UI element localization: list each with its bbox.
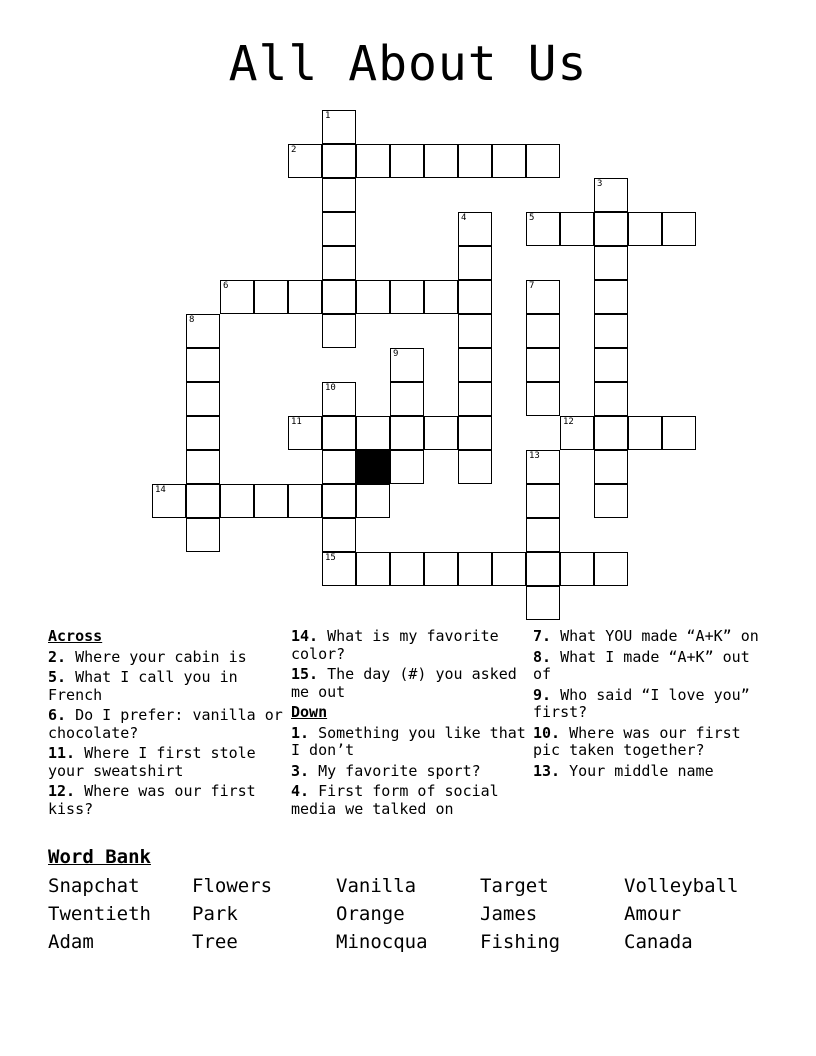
crossword-cell[interactable]	[356, 416, 390, 450]
crossword-cell[interactable]	[322, 246, 356, 280]
word-bank-word: Park	[192, 903, 238, 925]
crossword-cell[interactable]	[186, 416, 220, 450]
crossword-cell[interactable]	[152, 484, 186, 518]
clue-number: 8	[189, 315, 195, 325]
clue-number: 11	[291, 417, 302, 427]
crossword-cell[interactable]	[390, 348, 424, 382]
crossword-cell[interactable]	[526, 518, 560, 552]
crossword-cell[interactable]	[322, 280, 356, 314]
crossword-cell[interactable]	[322, 178, 356, 212]
crossword-cell[interactable]	[458, 280, 492, 314]
clue-down-10: 10. Where was our first pic taken together?	[533, 723, 741, 759]
crossword-cell[interactable]	[594, 348, 628, 382]
crossword-cell[interactable]	[186, 484, 220, 518]
word-bank-word: Fishing	[480, 931, 561, 953]
crossword-cell[interactable]	[458, 416, 492, 450]
clue-number: 5	[529, 213, 535, 223]
clues-column-3	[533, 628, 763, 783]
word-bank-word: Snapchat	[48, 875, 140, 897]
word-bank-word: Amour	[624, 903, 682, 925]
word-bank-word: Tree	[192, 931, 238, 953]
crossword-cell[interactable]	[390, 280, 424, 314]
word-bank-word: Orange	[336, 903, 405, 925]
word-bank-word: Minocqua	[336, 931, 428, 953]
crossword-cell[interactable]	[594, 246, 628, 280]
clue-number: 2	[291, 145, 297, 155]
crossword-cell[interactable]	[526, 382, 560, 416]
crossword-cell[interactable]	[322, 416, 356, 450]
crossword-cell[interactable]	[628, 212, 662, 246]
clue-number: 3	[597, 179, 603, 189]
clue-down-8: 8. What I made “A+K” out of	[533, 647, 750, 683]
word-bank-word: Volleyball	[624, 875, 739, 897]
crossword-cell[interactable]	[390, 144, 424, 178]
crossword-cell[interactable]	[526, 348, 560, 382]
crossword-cell[interactable]	[254, 484, 288, 518]
crossword-cell[interactable]	[594, 450, 628, 484]
crossword-cell[interactable]	[560, 416, 594, 450]
crossword-cell[interactable]	[628, 416, 662, 450]
crossword-cell[interactable]	[288, 416, 322, 450]
crossword-cell[interactable]	[424, 280, 458, 314]
crossword-cell[interactable]	[458, 144, 492, 178]
clue-number: 13	[529, 451, 540, 461]
clue-number: 6	[223, 281, 229, 291]
crossword-cell[interactable]	[526, 144, 560, 178]
clue-down-4: 4. First form of social media we talked on	[291, 782, 499, 818]
crossword-cell[interactable]	[458, 382, 492, 416]
crossword-cell[interactable]	[594, 212, 628, 246]
crossword-cell[interactable]	[322, 212, 356, 246]
clue-down-13: 13. Your middle name	[533, 761, 714, 780]
crossword-cell[interactable]	[322, 144, 356, 178]
clue-across-15: 15. The day (#) you asked me out	[291, 665, 517, 701]
crossword-cell[interactable]	[594, 484, 628, 518]
crossword-cell[interactable]	[526, 280, 560, 314]
crossword-cell[interactable]	[458, 212, 492, 246]
crossword-cell[interactable]	[458, 348, 492, 382]
crossword-cell[interactable]	[220, 280, 254, 314]
crossword-cell[interactable]	[424, 552, 458, 586]
clue-across-6: 6. Do I prefer: vanilla or chocolate?	[48, 706, 283, 742]
crossword-cell[interactable]	[288, 144, 322, 178]
clue-down-1: 1. Something you like that I don’t	[291, 723, 526, 759]
crossword-cell[interactable]	[492, 552, 526, 586]
crossword-cell[interactable]	[186, 348, 220, 382]
crossword-cell[interactable]	[662, 416, 696, 450]
crossword-cell[interactable]	[186, 450, 220, 484]
clue-across-14: 14. What is my favorite color?	[291, 627, 499, 663]
clue-down-3: 3. My favorite sport?	[291, 761, 481, 780]
crossword-cell[interactable]	[458, 314, 492, 348]
crossword-cell[interactable]	[356, 280, 390, 314]
crossword-black-cell	[356, 450, 390, 484]
crossword-cell[interactable]	[322, 382, 356, 416]
clue-across-12: 12. Where was our first kiss?	[48, 782, 256, 818]
word-bank-word: Canada	[624, 931, 693, 953]
clue-number: 7	[529, 281, 535, 291]
crossword-cell[interactable]	[458, 450, 492, 484]
crossword-cell[interactable]	[322, 484, 356, 518]
crossword-cell[interactable]	[356, 552, 390, 586]
clue-number: 15	[325, 553, 336, 563]
crossword-cell[interactable]	[560, 212, 594, 246]
word-bank-word: James	[480, 903, 538, 925]
crossword-cell[interactable]	[594, 382, 628, 416]
crossword-cell[interactable]	[594, 552, 628, 586]
crossword-cell[interactable]	[594, 280, 628, 314]
clue-number: 1	[325, 111, 331, 121]
crossword-cell[interactable]	[492, 144, 526, 178]
clue-down-9: 9. Who said “I love you” first?	[533, 685, 750, 721]
clue-across-5: 5. What I call you in French	[48, 668, 238, 704]
down-heading: Down	[291, 703, 328, 721]
crossword-cell[interactable]	[390, 552, 424, 586]
crossword-cell[interactable]	[526, 314, 560, 348]
clue-number: 14	[155, 485, 166, 495]
crossword-cell[interactable]	[390, 416, 424, 450]
word-bank-word: Target	[480, 875, 549, 897]
clue-across-2: 2. Where your cabin is	[48, 647, 247, 666]
crossword-cell[interactable]	[356, 484, 390, 518]
crossword-cell[interactable]	[594, 314, 628, 348]
crossword-cell[interactable]	[288, 484, 322, 518]
clue-number: 12	[563, 417, 574, 427]
crossword-cell[interactable]	[526, 212, 560, 246]
crossword-cell[interactable]	[186, 518, 220, 552]
crossword-cell[interactable]	[288, 280, 322, 314]
crossword-cell[interactable]	[424, 416, 458, 450]
crossword-cell[interactable]	[186, 314, 220, 348]
word-bank-word: Flowers	[192, 875, 273, 897]
crossword-cell[interactable]	[526, 484, 560, 518]
crossword-cell[interactable]	[662, 212, 696, 246]
crossword-cell[interactable]	[424, 144, 458, 178]
crossword-cell[interactable]	[322, 110, 356, 144]
crossword-cell[interactable]	[322, 450, 356, 484]
clue-across-11: 11. Where I first stole your sweatshirt	[48, 744, 256, 780]
clue-number: 4	[461, 213, 467, 223]
clue-number: 10	[325, 383, 336, 393]
crossword-cell[interactable]	[560, 552, 594, 586]
crossword-cell[interactable]	[526, 552, 560, 586]
crossword-cell[interactable]	[322, 552, 356, 586]
clue-down-7: 7. What YOU made “A+K” on	[533, 627, 759, 645]
crossword-cell[interactable]	[458, 246, 492, 280]
crossword-cell[interactable]	[186, 382, 220, 416]
word-bank-title: Word Bank	[48, 846, 151, 868]
word-bank-word: Twentieth	[48, 903, 151, 925]
crossword-cell[interactable]	[526, 450, 560, 484]
clue-number: 9	[393, 349, 399, 359]
crossword-cell[interactable]	[220, 484, 254, 518]
crossword-cell[interactable]	[390, 382, 424, 416]
word-bank-word: Adam	[48, 931, 94, 953]
word-bank-word: Vanilla	[336, 875, 417, 897]
crossword-cell[interactable]	[322, 518, 356, 552]
crossword-cell[interactable]	[356, 144, 390, 178]
crossword-cell[interactable]	[458, 552, 492, 586]
crossword-cell[interactable]	[526, 586, 560, 620]
clues-column-2	[291, 628, 527, 821]
page-title: All About Us	[228, 36, 588, 92]
clues-column-1	[48, 628, 284, 821]
crossword-cell[interactable]	[390, 450, 424, 484]
crossword-cell[interactable]	[594, 178, 628, 212]
crossword-cell[interactable]	[322, 314, 356, 348]
crossword-cell[interactable]	[594, 416, 628, 450]
across-heading: Across	[48, 627, 103, 645]
crossword-cell[interactable]	[254, 280, 288, 314]
